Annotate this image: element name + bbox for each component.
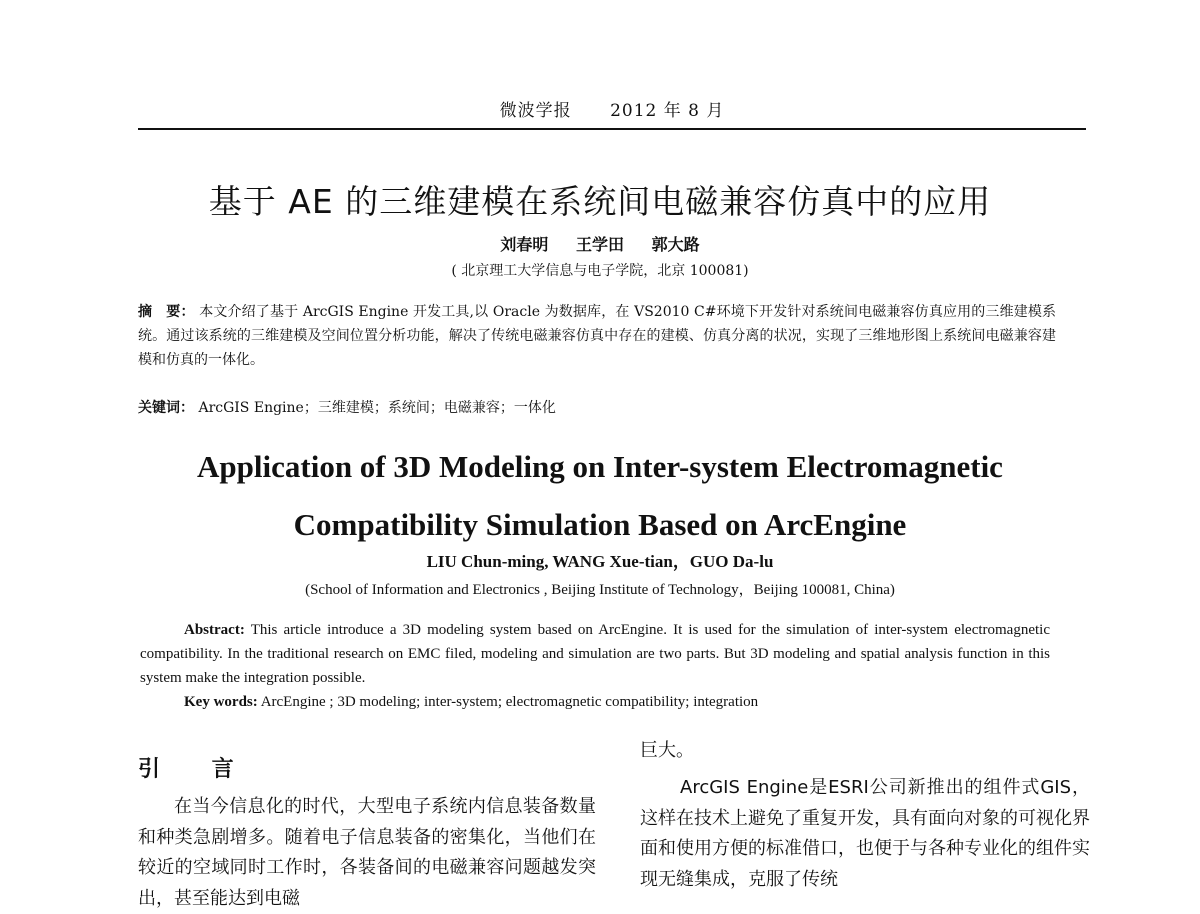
section-heading-introduction: 引 言	[138, 757, 256, 782]
keywords-chinese	[138, 396, 1056, 420]
abstract-english	[140, 618, 1050, 690]
title-chinese: 基于 AE 的三维建模在系统间电磁兼容仿真中的应用	[208, 182, 992, 221]
affiliation-chinese: ( 北京理工大学信息与电子学院，北京 100081)	[451, 263, 749, 279]
body-right-column-continuation: 巨大。	[640, 740, 694, 761]
abstract-text-chinese: 本文介绍了基于 ArcGIS Engine 开发工具,以 Oracle 为数据库，在 VS2010 C#环境下开发针对系统间电磁兼容仿真应用的三维建模系统。通过该系统的三维建模及空间位置分析功能，解决了传统电磁兼容仿真中存在的建模、仿真分离的状况，实现了三维地形图上系统间电磁兼容建模和仿真的一体化。	[138, 304, 1057, 368]
abstract-label-english: Abstract:	[184, 622, 245, 638]
keywords-label-english: Key words:	[184, 694, 258, 710]
keywords-english	[184, 690, 1054, 714]
abstract-text-english: This article introduce a 3D modeling system based on ArcEngine. It is used for the simulation of inter-system electromagnetic compatibility. In the traditional research on EMC filed, modeling and simulation are two parts. But 3D modeling and spatial analysis function in this system make the integration possible.	[140, 622, 1050, 686]
title-english	[0, 438, 1200, 554]
issue-date: 2012 年 8 月	[610, 101, 725, 121]
keywords-text-english: ArcEngine ; 3D modeling; inter-system; electromagnetic compatibility; integration	[260, 694, 759, 710]
title-english-line-1: Application of 3D Modeling on Inter-system Electromagnetic	[197, 449, 1003, 484]
abstract-label-chinese: 摘 要：	[138, 304, 195, 320]
affiliation-english: (School of Information and Electronics , Beijing Institute of Technology，Beijing 100081, China)	[305, 582, 895, 598]
body-left-column: 在当今信息化的时代，大型电子系统内信息装备数量和种类急剧增多。随着电子信息装备的密集化，当他们在较近的空域同时工作时，各装备间的电磁兼容问题越发突出，甚至能达到电磁	[138, 796, 596, 909]
abstract-chinese	[138, 300, 1056, 372]
keywords-text-chinese: ArcGIS Engine；三维建模；系统间；电磁兼容；一体化	[198, 400, 556, 416]
authors-chinese	[0, 232, 1200, 255]
running-header	[138, 96, 1086, 130]
body-right-column: ArcGIS Engine是ESRI公司新推出的组件式GIS，这样在技术上避免了重复开发，具有面向对象的可视化界面和使用方便的标准借口，也便于与各种专业化的组件实现无缝集成，克服了传统	[640, 777, 1090, 890]
keywords-label-chinese: 关键词：	[138, 400, 194, 416]
author-3: 郭大路	[651, 235, 700, 254]
authors-english: LIU Chun-ming, WANG Xue-tian，GUO Da-lu	[426, 552, 774, 571]
title-english-line-2: Compatibility Simulation Based on ArcEngine	[293, 507, 907, 542]
author-2: 王学田	[575, 235, 624, 254]
journal-name: 微波学报	[499, 101, 572, 121]
author-1: 刘春明	[500, 235, 549, 254]
